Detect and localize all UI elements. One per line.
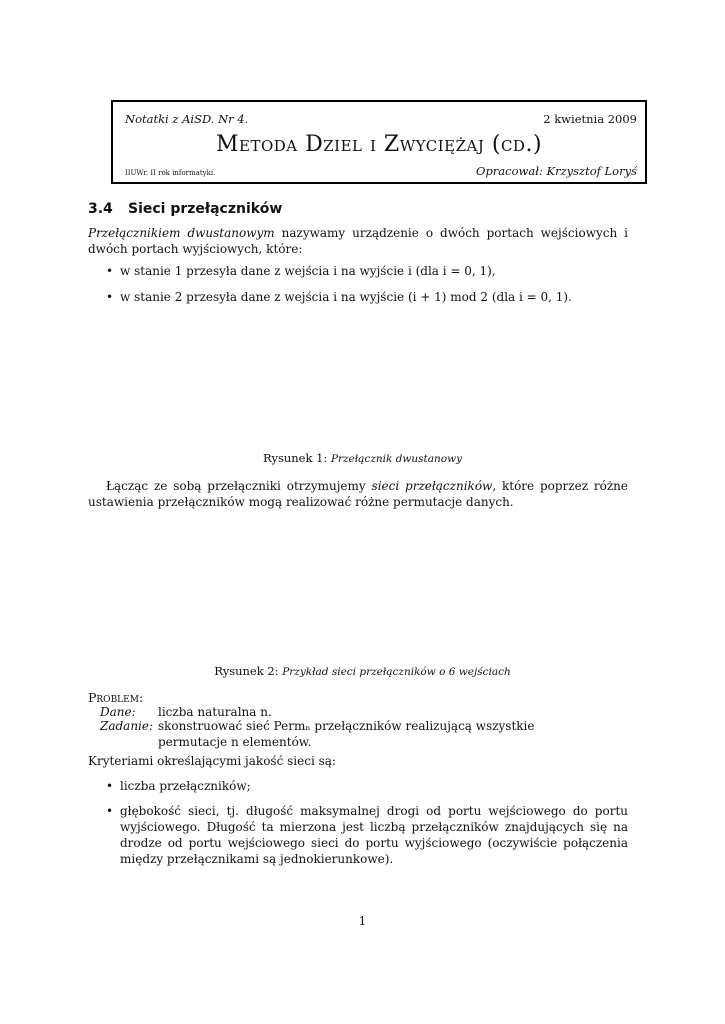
bullet-icon: • — [106, 290, 114, 304]
header-top-row — [125, 112, 637, 126]
figure-1-title: Przełącznik dwustanowy — [330, 453, 463, 465]
section-title: Sieci przełączników — [128, 201, 283, 217]
network-text-after: , które poprzez różne ustawienia przełączników mogą realizować różne permutacje danych. — [88, 479, 628, 509]
network-term: sieci przełączników — [371, 479, 493, 493]
author-label: Opracował: Krzysztof Loryś — [476, 164, 637, 178]
figure-1-label: Rysunek 1: — [262, 451, 328, 465]
note-label: Notatki z AiSD. Nr 4. — [125, 112, 249, 126]
task-label: Zadanie: — [100, 719, 154, 733]
intro-term: Przełącznikiem dwustanowym — [88, 226, 275, 240]
given-label: Dane: — [100, 705, 136, 719]
figure-2-title: Przykład sieci przełączników o 6 wejściach — [282, 666, 511, 678]
problem-heading: Problem: — [88, 690, 144, 705]
bullet-icon: • — [106, 779, 114, 793]
document-title: Metoda Dziel i Zwyciężaj (cd.) — [215, 132, 543, 157]
task-value: skonstruować sieć Permₙ przełączników realizującą wszystkie permutacje n elementów. — [158, 719, 535, 749]
bullet-icon: • — [106, 264, 114, 278]
criteria-text-1: liczba przełączników; — [120, 779, 251, 793]
network-paragraph — [88, 478, 628, 510]
institution-label: IIUWr. II rok informatyki. — [125, 169, 216, 177]
intro-paragraph — [88, 225, 628, 257]
given-value: liczba naturalna n. — [158, 705, 272, 719]
criteria-intro: Kryteriami określającymi jakość sieci są: — [88, 754, 336, 768]
network-text-before: Łącząc ze sobą przełączniki otrzymujemy — [106, 479, 372, 493]
intro-text: nazywamy urządzenie o dwóch portach wejściowych i dwóch portach wyjściowych, które: — [88, 226, 628, 256]
bullet-icon: • — [106, 804, 114, 818]
header-box — [111, 100, 647, 184]
state-text-1: w stanie 1 przesyła dane z wejścia i na wyjście i (dla i = 0, 1), — [120, 264, 496, 278]
section-number: 3.4 — [88, 201, 113, 217]
figure-1-caption — [0, 451, 725, 465]
section-heading — [88, 201, 282, 217]
date-label: 2 kwietnia 2009 — [543, 112, 637, 126]
criteria-text-2: głębokość sieci, tj. długość maksymalnej drogi od portu wejściowego do portu wyjściowego. Długość ta mierzona jest liczbą przełączników znajdujących się na drodze od portu wejściowego sieci do portu wyjściowego (oczywiście połączenia między przełącznikami są jednokierunkowe). — [120, 804, 628, 866]
problem-task-row — [100, 718, 598, 750]
page-number: 1 — [358, 914, 367, 928]
figure-2-caption — [0, 664, 725, 678]
state-text-2: w stanie 2 przesyła dane z wejścia i na wyjście (i + 1) mod 2 (dla i = 0, 1). — [120, 290, 572, 304]
figure-2-label: Rysunek 2: — [214, 664, 279, 678]
